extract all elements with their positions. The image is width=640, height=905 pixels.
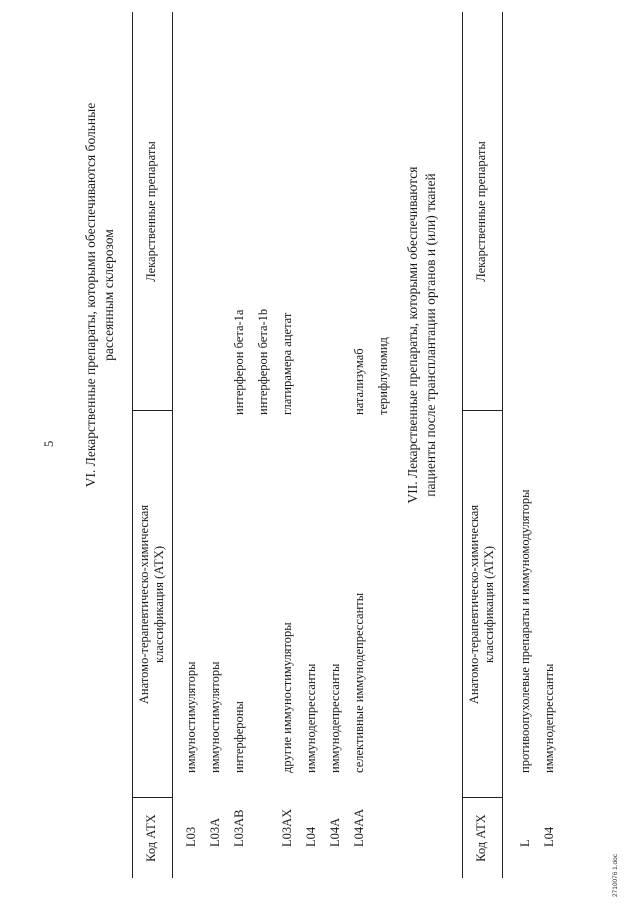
table-row-code: L04 bbox=[304, 826, 318, 847]
section6-title-line2: рассеянным склерозом bbox=[101, 229, 116, 361]
table-row-code: L04A bbox=[328, 817, 342, 847]
section7-table-top-rule bbox=[462, 12, 463, 878]
section7-title-line1: VII. Лекарственные препараты, которыми обеспечиваются bbox=[405, 166, 420, 504]
section6-table-top-rule bbox=[132, 12, 133, 878]
section7-header-drugs: Лекарственные препараты bbox=[474, 141, 488, 282]
table-row-classification: интерфероны bbox=[232, 701, 246, 773]
section6-header-code: Код АТХ bbox=[144, 814, 158, 862]
table-row-code: L03A bbox=[208, 817, 222, 847]
table-row-code: L04AA bbox=[352, 808, 366, 847]
section7-header-code: Код АТХ bbox=[474, 814, 488, 862]
section6-title bbox=[82, 0, 118, 645]
section6-title-line1: VI. Лекарственные препараты, которыми обеспечиваются больные bbox=[83, 102, 98, 488]
table-row-code: L03AX bbox=[280, 808, 294, 847]
section6-header-drugs: Лекарственные препараты bbox=[144, 141, 158, 282]
section6-header-classification bbox=[137, 411, 167, 798]
section7-header-classification-line2: классификация (АТХ) bbox=[482, 545, 496, 664]
table-row-drug: терифлуномид bbox=[376, 337, 390, 415]
table-row-drug: глатирамера ацетат bbox=[280, 312, 294, 415]
table-row-classification: иммунодепрессанты bbox=[328, 663, 342, 773]
table-row-classification: иммунодепрессанты bbox=[304, 663, 318, 773]
section6-table-header-rule bbox=[172, 12, 173, 878]
table-row-drug: интерферон бета-1a bbox=[232, 309, 246, 415]
table-row-classification: селективные иммунодепрессанты bbox=[352, 592, 366, 773]
table-row-classification: иммунодепрессанты bbox=[542, 663, 556, 773]
table-row-drug: натализумаб bbox=[352, 348, 366, 415]
table-row-classification: иммуностимуляторы bbox=[208, 661, 222, 773]
section7-header-classification-line1: Анатомо-терапевтическо-химическая bbox=[467, 504, 481, 705]
table-row-code: L bbox=[518, 839, 532, 847]
table-row-classification: противоопухолевые препараты и иммуномодуляторы bbox=[518, 489, 532, 773]
section7-title-line2: пациенты после трансплантации органов и (или) тканей bbox=[423, 173, 438, 497]
table-row-code: L03 bbox=[184, 826, 198, 847]
table-row-classification: другие иммуностимуляторы bbox=[280, 622, 294, 773]
table-row-drug: интерферон бета-1b bbox=[256, 308, 270, 415]
section7-header-classification bbox=[467, 411, 497, 798]
page-number: 5 bbox=[42, 440, 56, 447]
table-row-code: L03AB bbox=[232, 809, 246, 847]
footer-filename: 2710076 1.doc bbox=[612, 853, 619, 897]
section7-table-header-rule bbox=[502, 12, 503, 878]
section6-header-classification-line1: Анатомо-терапевтическо-химическая bbox=[137, 504, 151, 705]
table-row-classification: иммуностимуляторы bbox=[184, 661, 198, 773]
section7-title bbox=[404, 25, 440, 645]
table-row-code: L04 bbox=[542, 826, 556, 847]
section6-header-classification-line2: классификация (АТХ) bbox=[152, 545, 166, 664]
